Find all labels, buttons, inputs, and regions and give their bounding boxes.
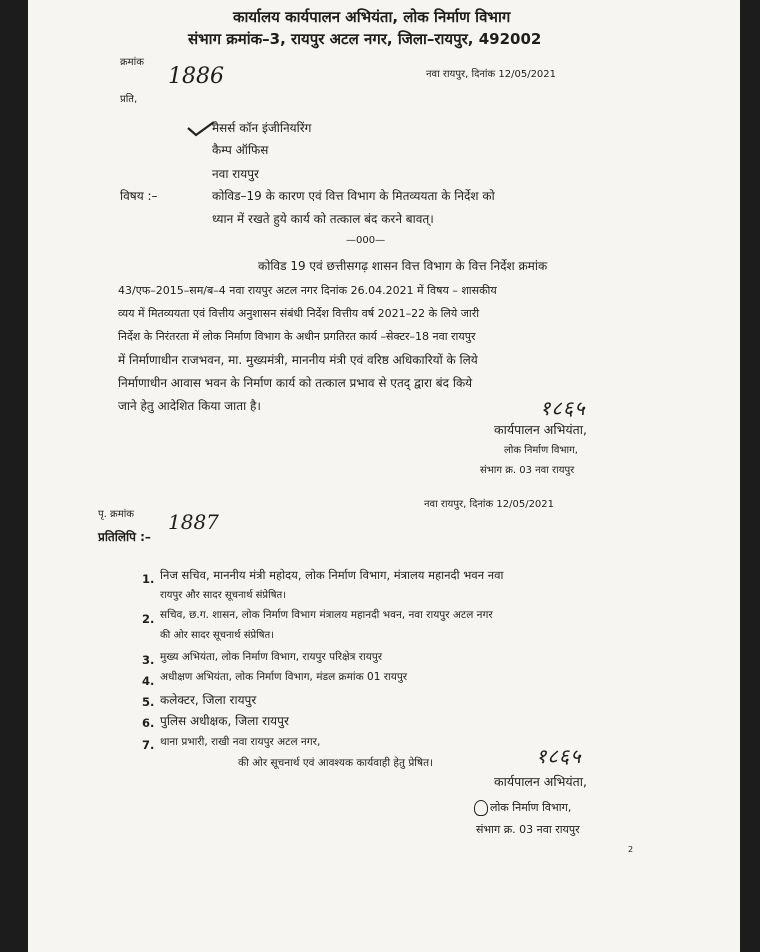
subject-line-1: कोविड–19 के कारण एवं वित्त विभाग के मितव्ययता के निर्देश को [212, 189, 495, 203]
prati-label: प्रति, [120, 94, 138, 105]
signature-mark: १८६५ [540, 396, 586, 420]
recipient-number: 6. [142, 716, 155, 730]
body-line: व्यय में मितव्ययता एवं वित्तीय अनुशासन संबंधी निर्देश वित्तीय वर्ष 2021–22 के लिये जारी [118, 307, 480, 320]
signature-division: संभाग क्र. 03 नवा रायपुर [480, 465, 575, 476]
recipient-line: कलेक्टर, जिला रायपुर [160, 693, 257, 707]
page-number: 2 [628, 845, 634, 854]
seal-mark-icon [474, 800, 488, 816]
signature-dept: लोक निर्माण विभाग, [504, 445, 578, 456]
recipient-number: 1. [142, 572, 155, 586]
recipient-number: 3. [142, 653, 155, 667]
place-date: नवा रायपुर, दिनांक 12/05/2021 [426, 69, 557, 80]
addressee-city: नवा रायपुर [212, 167, 259, 181]
signature-designation: कार्यपालन अभियंता, [494, 774, 587, 789]
office-heading: कार्यालय कार्यपालन अभियंता, लोक निर्माण विभाग [233, 8, 511, 26]
subject-line-2: ध्यान में रखते हुये कार्य को तत्काल बंद करने बावत्। [212, 212, 434, 226]
body-line: में निर्माणाधीन राजभवन, मा. मुख्यमंत्री, माननीय मंत्री एवं वरिष्ठ अधिकारियों के लिये [118, 353, 478, 367]
body-line: कोविड 19 एवं छत्तीसगढ़ शासन वित्त विभाग के वित्त निर्देश क्रमांक [258, 259, 548, 273]
recipient-line: रायपुर और सादर सूचनार्थ संप्रेषित। [160, 590, 286, 601]
addressee-name: मैसर्स कॉन इंजीनियरिंग [212, 121, 312, 135]
subject-label: विषय :– [120, 189, 158, 203]
office-address: संभाग क्रमांक–3, रायपुर अटल नगर, जिला–रायपुर, 492002 [188, 30, 542, 48]
body-line: जाने हेतु आदेशित किया जाता है। [118, 399, 261, 413]
body-line: निर्देश के निरंतरता में लोक निर्माण विभाग के अधीन प्रगतिरत कार्य –सेक्टर–18 नवा रायपुर [118, 330, 476, 343]
endorsement-place-date: नवा रायपुर, दिनांक 12/05/2021 [424, 499, 555, 510]
recipient-number: 2. [142, 612, 155, 626]
recipient-line: की ओर सादर सूचनार्थ संप्रेषित। [160, 630, 275, 641]
signature-mark: १८६५ [536, 744, 582, 768]
kramank-number: 1886 [168, 64, 224, 89]
addressee-office: कैम्प ऑफिस [212, 143, 269, 157]
endorsement-kramank-number: 1887 [168, 510, 219, 534]
recipient-number: 5. [142, 695, 155, 709]
recipient-line: की ओर सूचनार्थ एवं आवश्यक कार्यवाही हेतु प्रेषित। [238, 757, 434, 769]
letter-sheet [28, 0, 740, 952]
endorsement-kramank-label: पृ. क्रमांक [98, 509, 134, 520]
recipient-line: सचिव, छ.ग. शासन, लोक निर्माण विभाग मंत्रालय महानदी भवन, नवा रायपुर अटल नगर [160, 609, 493, 621]
subject-divider: —000— [346, 235, 386, 246]
recipient-line: पुलिस अधीक्षक, जिला रायपुर [160, 714, 289, 728]
recipient-number: 4. [142, 674, 155, 688]
signature-designation: कार्यपालन अभियंता, [494, 422, 587, 437]
recipient-line: मुख्य अभियंता, लोक निर्माण विभाग, रायपुर परिक्षेत्र रायपुर [160, 651, 383, 663]
body-line: निर्माणाधीन आवास भवन के निर्माण कार्य को तत्काल प्रभाव से एतद् द्वारा बंद किये [118, 376, 473, 390]
kramank-label: क्रमांक [120, 57, 144, 68]
recipient-line: थाना प्रभारी, राखी नवा रायपुर अटल नगर, [160, 736, 321, 748]
recipient-number: 7. [142, 738, 155, 752]
signature-division: संभाग क्र. 03 नवा रायपुर [476, 823, 580, 836]
recipient-line: निज सचिव, माननीय मंत्री महोदय, लोक निर्माण विभाग, मंत्रालय महानदी भवन नवा [160, 568, 504, 582]
pratilipi-label: प्रतिलिपि :– [98, 530, 151, 544]
signature-dept: लोक निर्माण विभाग, [490, 801, 572, 814]
recipient-line: अधीक्षण अभियंता, लोक निर्माण विभाग, मंडल क्रमांक 01 रायपुर [160, 671, 408, 683]
body-line: 43/एफ–2015–सम/ब–4 नवा रायपुर अटल नगर दिनांक 26.04.2021 में विषय – शासकीय [118, 284, 497, 297]
